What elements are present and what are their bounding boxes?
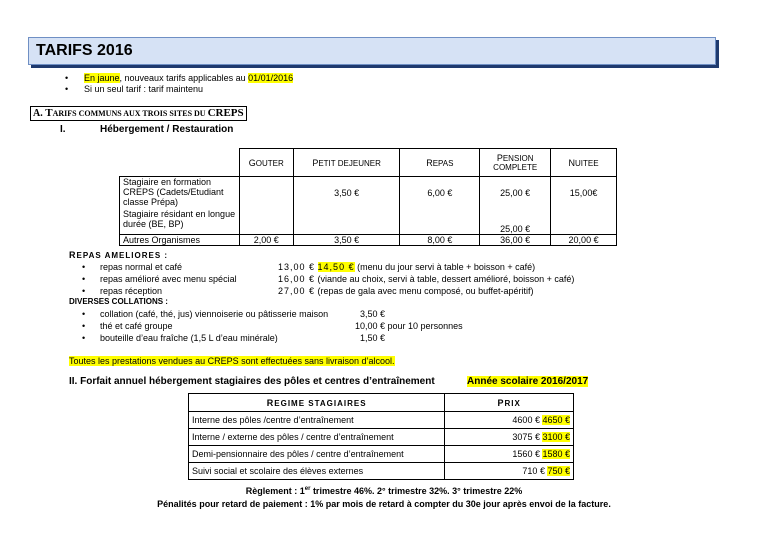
repas-label-1: repas normal et café [100,262,183,272]
section-ii-title: II. Forfait annuel hébergement stagiaires des pôles et centres d’entraînement [69,376,435,387]
cell-r1-pension: 25,00 € [480,177,551,209]
collation-bullet-1: • [82,309,86,319]
section-a-heading: A. TARIFS COMMUNS AUX TROIS SITES DU CREPS [30,106,247,121]
repas-ameliores-title: REPAS AMELIORES : [69,250,169,260]
repas-bullet-3: • [82,286,86,296]
alcohol-notice: Toutes les prestations vendues au CREPS sont effectuées sans livraison d’alcool. [69,356,395,366]
header-nuitee: NUITEE [551,149,617,177]
page-title: TARIFS 2016 [36,42,133,59]
forfait-row-label: Interne des pôles /centre d’entraînement [189,412,445,429]
cell-r3-nuitee: 20,00 € [551,235,617,246]
forfait-row-label: Suivi social et scolaire des élèves externes [189,463,445,480]
collation-bullet-3: • [82,333,86,343]
cell-r3-repas: 8,00 € [400,235,480,246]
header-petit-dejeuner: PETIT DEJEUNER [293,149,400,177]
repas-bullet-1: • [82,262,86,272]
section-ii-year: Année scolaire 2016/2017 [467,376,589,387]
header-repas: REPAS [400,149,480,177]
intro-text-2: Si un seul tarif : tarif maintenu [84,84,204,94]
repas-price-3: 27,00 € (repas de gala avec menu composé, ou buffet-apéritif) [278,286,534,296]
forfait-row-price: 3075 € 3100 € [445,429,574,446]
header-pension-complete: PENSION COMPLETE [480,149,551,177]
collation-label-1: collation (café, thé, jus) viennoiserie ou pâtisserie maison [100,309,329,319]
repas-label-2: repas amélioré avec menu spécial [100,274,237,284]
cell-r2-pension: 25,00 € [480,209,551,235]
header-gouter: GOUTER [239,149,293,177]
cell-r3-pdej: 3,50 € [293,235,400,246]
footer-reglement: Règlement : 1er trimestre 46%. 2° trimestre 32%. 3° trimestre 22% [245,486,523,496]
row-label-longue-duree: Stagiaire résidant en longue durée (BE, BP) [120,209,240,235]
cell-r3-pension: 36,00 € [480,235,551,246]
row-label-autres: Autres Organismes [120,235,240,246]
cell-r3-gouter: 2,00 € [239,235,293,246]
repas-price-2: 16,00 € (viande au choix, servi à table, dessert amélioré, boisson + café) [278,274,575,284]
header-prix: PRIX [445,394,574,412]
subsection-title: Hébergement / Restauration [100,124,234,135]
forfait-row-price: 1560 € 1580 € [445,446,574,463]
intro-bullet-1: • [65,73,69,83]
cell-r1-repas: 6,00 € [400,177,480,209]
collation-price-2: 10,00 € pour 10 personnes [355,321,463,331]
intro-bullet-2: • [65,84,69,94]
forfait-row-price: 710 € 750 € [445,463,574,480]
forfait-table [188,393,574,480]
repas-price-1: 13,00 € 14,50 € (menu du jour servi à table + boisson + café) [278,262,536,272]
cell-r1-pdej: 3,50 € [293,177,400,209]
repas-bullet-2: • [82,274,86,284]
collation-bullet-2: • [82,321,86,331]
collation-price-3: 1,50 € [360,333,386,343]
collation-price-1: 3,50 € [360,309,386,319]
subsection-number: I. [60,124,66,135]
hebergement-table [119,148,617,246]
collations-title: DIVERSES COLLATIONS : [69,297,168,306]
intro-text-1: En jaune, nouveaux tarifs applicables au 01/01/2016 [84,73,294,83]
row-label-cadets: Stagiaire en formation CREPS (Cadets/Etudiant classe Prépa) [120,177,240,209]
forfait-row-label: Interne / externe des pôles / centre d’entraînement [189,429,445,446]
footer-penalites: Pénalités pour retard de paiement : 1% par mois de retard à compter du 30e jour après envoi de la facture. [157,499,611,509]
collation-label-2: thé et café groupe [100,321,173,331]
title-box [28,37,716,65]
forfait-row-label: Demi-pensionnaire des pôles / centre d’entraînement [189,446,445,463]
collation-label-3: bouteille d’eau fraîche (1,5 L d’eau minérale) [100,333,278,343]
header-regime: REGIME STAGIAIRES [189,394,445,412]
cell-r1-nuitee: 15,00€ [551,177,617,209]
repas-label-3: repas réception [100,286,163,296]
forfait-row-price: 4600 € 4650 € [445,412,574,429]
